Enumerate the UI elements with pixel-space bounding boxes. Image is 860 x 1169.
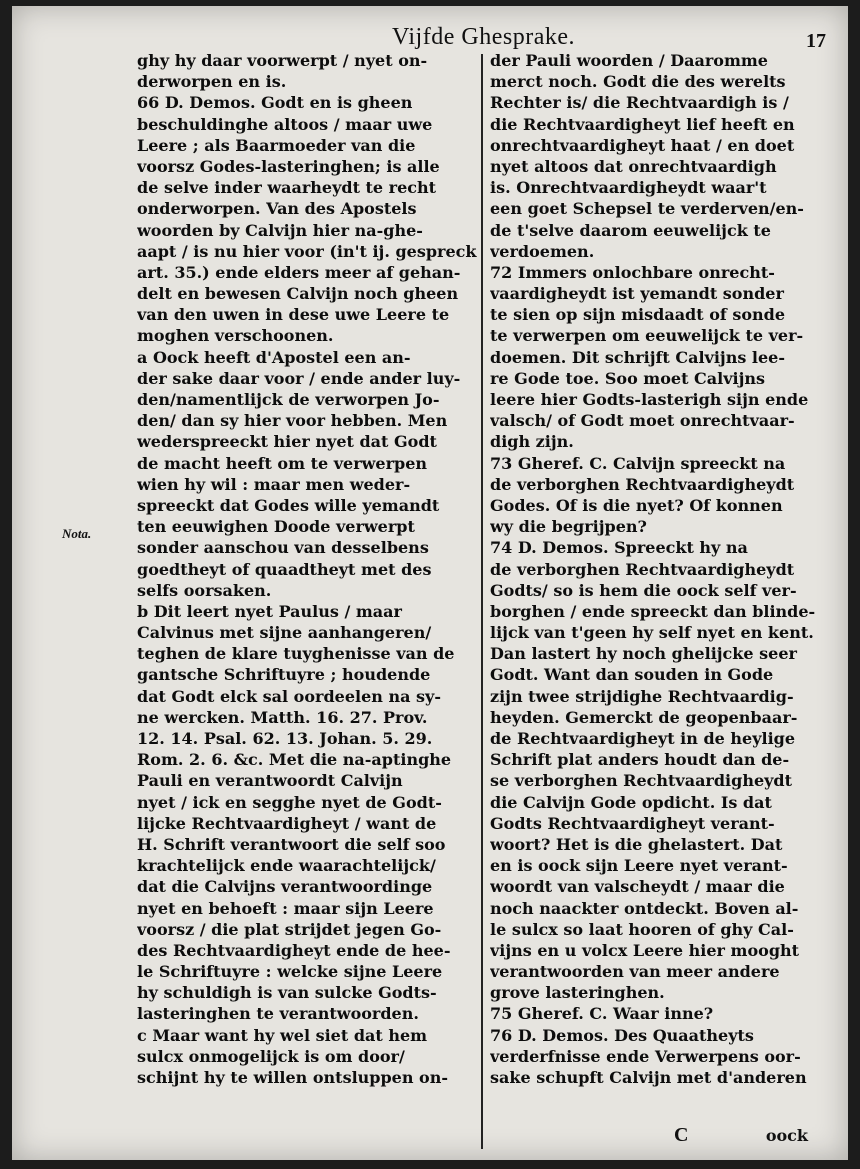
book-page <box>12 6 848 1160</box>
text-line: heyden. Gemerckt de geopenbaar- <box>490 707 798 727</box>
text-line: onderworpen. Van des Apostels <box>137 199 417 219</box>
text-line: de verborghen Rechtvaardigheydt <box>490 474 795 494</box>
text-line: woordt van valscheydt / maar die <box>490 877 785 897</box>
text-line: die Calvijn Gode opdicht. Is dat <box>490 792 772 812</box>
column-divider <box>481 54 483 1149</box>
text-line: nyet altoos dat onrechtvaardigh <box>490 156 777 176</box>
text-line: die Rechtvaardigheyt lief heeft en <box>490 114 795 134</box>
text-line: ghy hy daar voorwerpt / nyet on- <box>137 51 428 70</box>
text-line: is. Onrechtvaardigheydt waar't <box>490 178 767 198</box>
text-line: Godes. Of is die nyet? Of konnen <box>490 495 783 515</box>
text-line: van den uwen in dese uwe Leere te <box>137 305 450 325</box>
text-line: vaardigheydt ist yemandt sonder <box>490 284 784 304</box>
text-line: de verborghen Rechtvaardigheydt <box>490 559 795 579</box>
text-line: art. 35.) ende elders meer af gehan- <box>137 262 461 282</box>
text-line: valsch/ of Godt moet onrechtvaar- <box>490 411 795 431</box>
text-line: lijck van t'geen hy self nyet en kent. <box>490 623 814 643</box>
text-line: der sake daar voor / ende ander luy- <box>137 368 461 388</box>
catchword: oock <box>765 1126 808 1145</box>
text-line: sake schupft Calvijn met d'anderen <box>490 1068 807 1087</box>
text-line: digh zijn. <box>490 432 574 452</box>
text-line: teghen de klare tuyghenisse van de <box>137 644 455 664</box>
text-line: dat die Calvijns verantwoordinge <box>137 877 433 897</box>
text-line: hy schuldigh is van sulcke Godts- <box>137 983 437 1003</box>
text-line: 66 D. Demos. Godt en is gheen <box>137 93 413 113</box>
text-line: wy die begrijpen? <box>490 517 647 537</box>
text-line: de t'selve daarom eeuwelijck te <box>490 220 771 240</box>
left-text-column <box>137 50 485 1088</box>
text-line: le sulcx so laat hooren of ghy Cal- <box>490 919 794 939</box>
text-line: schijnt hy te willen ontsluppen on- <box>137 1068 448 1087</box>
text-line: den/namentlijck de verworpen Jo- <box>137 390 440 409</box>
text-line: Godt. Want dan souden in Gode <box>490 665 774 685</box>
text-line: gantsche Schriftuyre ; houdende <box>137 665 431 685</box>
text-line: Leere ; als Baarmoeder van die <box>137 135 416 155</box>
text-line: 75 Gheref. C. Waar inne? <box>490 1004 714 1024</box>
text-line: voorsz Godes-lasteringhen; is alle <box>137 156 440 176</box>
text-line: onrechtvaardigheyt haat / en doet <box>490 135 795 155</box>
text-line: zijn twee strijdighe Rechtvaardig- <box>490 686 794 706</box>
text-line: re Gode toe. Soo moet Calvijns <box>490 368 766 388</box>
page-number: 17 <box>806 30 826 52</box>
page-footer <box>668 1124 808 1146</box>
text-line: woort? Het is die ghelastert. Dat <box>490 834 783 854</box>
text-line: der Pauli woorden / Daaromme <box>490 51 768 70</box>
text-line: noch naackter ontdeckt. Boven al- <box>490 898 799 918</box>
text-line: Dan lastert hy noch ghelijcke seer <box>490 644 797 664</box>
page-header <box>12 18 848 54</box>
text-line: te verwerpen om eeuwelijck te ver- <box>490 326 804 346</box>
text-line: dat Godt elck sal oordeelen na sy- <box>137 686 441 706</box>
text-line: merct noch. Godt die des werelts <box>490 72 786 92</box>
text-line: Calvinus met sijne aanhangeren/ <box>137 623 432 643</box>
text-line: ne wercken. Matth. 16. 27. Prov. <box>137 707 428 727</box>
text-line: de macht heeft om te verwerpen <box>137 453 428 473</box>
text-line: te sien op sijn misdaadt of sonde <box>490 305 786 325</box>
text-line: woorden by Calvijn hier na-ghe- <box>137 220 423 240</box>
text-line: Schrift plat anders houdt dan de- <box>490 750 790 770</box>
text-line: leere hier Godts-lasterigh sijn ende <box>490 390 809 409</box>
text-line: wien hy wil : maar men weder- <box>137 474 411 494</box>
text-line: Godts/ so is hem die oock self ver- <box>490 580 797 600</box>
text-line: H. Schrift verantwoort die self soo <box>137 834 446 854</box>
text-line: Godts Rechtvaardigheyt verant- <box>490 813 775 833</box>
text-line: goedtheyt of quaadtheyt met des <box>137 559 432 579</box>
text-line: delt en bewesen Calvijn noch gheen <box>137 284 459 304</box>
text-line: wederspreeckt hier nyet dat Godt <box>137 432 437 452</box>
text-line: Rom. 2. 6. &c. Met die na-aptinghe <box>137 750 452 770</box>
text-line: beschuldinghe altoos / maar uwe <box>137 114 433 134</box>
text-line: de Rechtvaardigheyt in de heylige <box>490 729 796 748</box>
text-line: a Oock heeft d'Apostel een an- <box>137 347 411 367</box>
text-line: 12. 14. Psal. 62. 13. Johan. 5. 29. <box>137 729 433 748</box>
text-line: lasteringhen te verantwoorden. <box>137 1004 419 1024</box>
text-line: borghen / ende spreeckt dan blinde- <box>490 601 816 621</box>
text-line: 72 Immers onlochbare onrecht- <box>490 262 775 282</box>
text-line: sulcx onmogelijck is om door/ <box>137 1046 405 1066</box>
margin-note: Nota. <box>62 526 92 541</box>
text-line: lijcke Rechtvaardigheyt / want de <box>137 813 437 833</box>
text-line: de selve inder waarheydt te recht <box>137 178 437 198</box>
text-line: c Maar want hy wel siet dat hem <box>137 1025 428 1045</box>
text-line: derworpen en is. <box>137 72 287 92</box>
text-line: 74 D. Demos. Spreeckt hy na <box>490 538 748 558</box>
text-line: aapt / is nu hier voor (in't ij. gespreck <box>137 241 477 261</box>
text-line: nyet / ick en segghe nyet de Godt- <box>137 792 442 812</box>
text-line: Rechter is/ die Rechtvaardigh is / <box>490 93 789 113</box>
text-line: doemen. Dit schrijft Calvijns lee- <box>490 347 785 367</box>
text-line: vijns en u volcx Leere hier mooght <box>490 940 800 960</box>
text-line: se verborghen Rechtvaardigheydt <box>490 771 792 791</box>
text-line: b Dit leert nyet Paulus / maar <box>137 601 402 621</box>
text-line: spreeckt dat Godes wille yemandt <box>137 495 440 515</box>
text-line: verderfnisse ende Verwerpens oor- <box>490 1046 801 1066</box>
text-line: sonder aanschou van desselbens <box>137 538 429 558</box>
text-line: grove lasteringhen. <box>490 983 665 1003</box>
text-line: den/ dan sy hier voor hebben. Men <box>137 411 448 431</box>
text-line: een goet Schepsel te verderven/en- <box>490 199 804 219</box>
text-line: voorsz / die plat strijdet jegen Go- <box>137 919 442 939</box>
text-line: nyet en behoeft : maar sijn Leere <box>137 898 434 918</box>
right-text-column <box>490 50 830 1088</box>
text-line: verdoemen. <box>490 241 595 261</box>
text-line: des Rechtvaardigheyt ende de hee- <box>137 940 451 960</box>
text-line: ten eeuwighen Doode verwerpt <box>137 517 415 537</box>
text-line: verantwoorden van meer andere <box>490 962 780 982</box>
text-line: le Schriftuyre : welcke sijne Leere <box>137 962 443 982</box>
signature-mark: C <box>674 1124 689 1146</box>
text-line: Pauli en verantwoordt Calvijn <box>137 771 403 791</box>
text-line: en is oock sijn Leere nyet verant- <box>490 856 788 876</box>
text-line: krachtelijck ende waarachtelijck/ <box>137 856 436 876</box>
text-line: 76 D. Demos. Des Quaatheyts <box>490 1025 754 1045</box>
text-line: 73 Gheref. C. Calvijn spreeckt na <box>490 453 786 473</box>
running-head: Vijfde Ghesprake. <box>392 24 575 50</box>
text-line: moghen verschoonen. <box>137 326 334 346</box>
text-line: selfs oorsaken. <box>137 580 272 600</box>
